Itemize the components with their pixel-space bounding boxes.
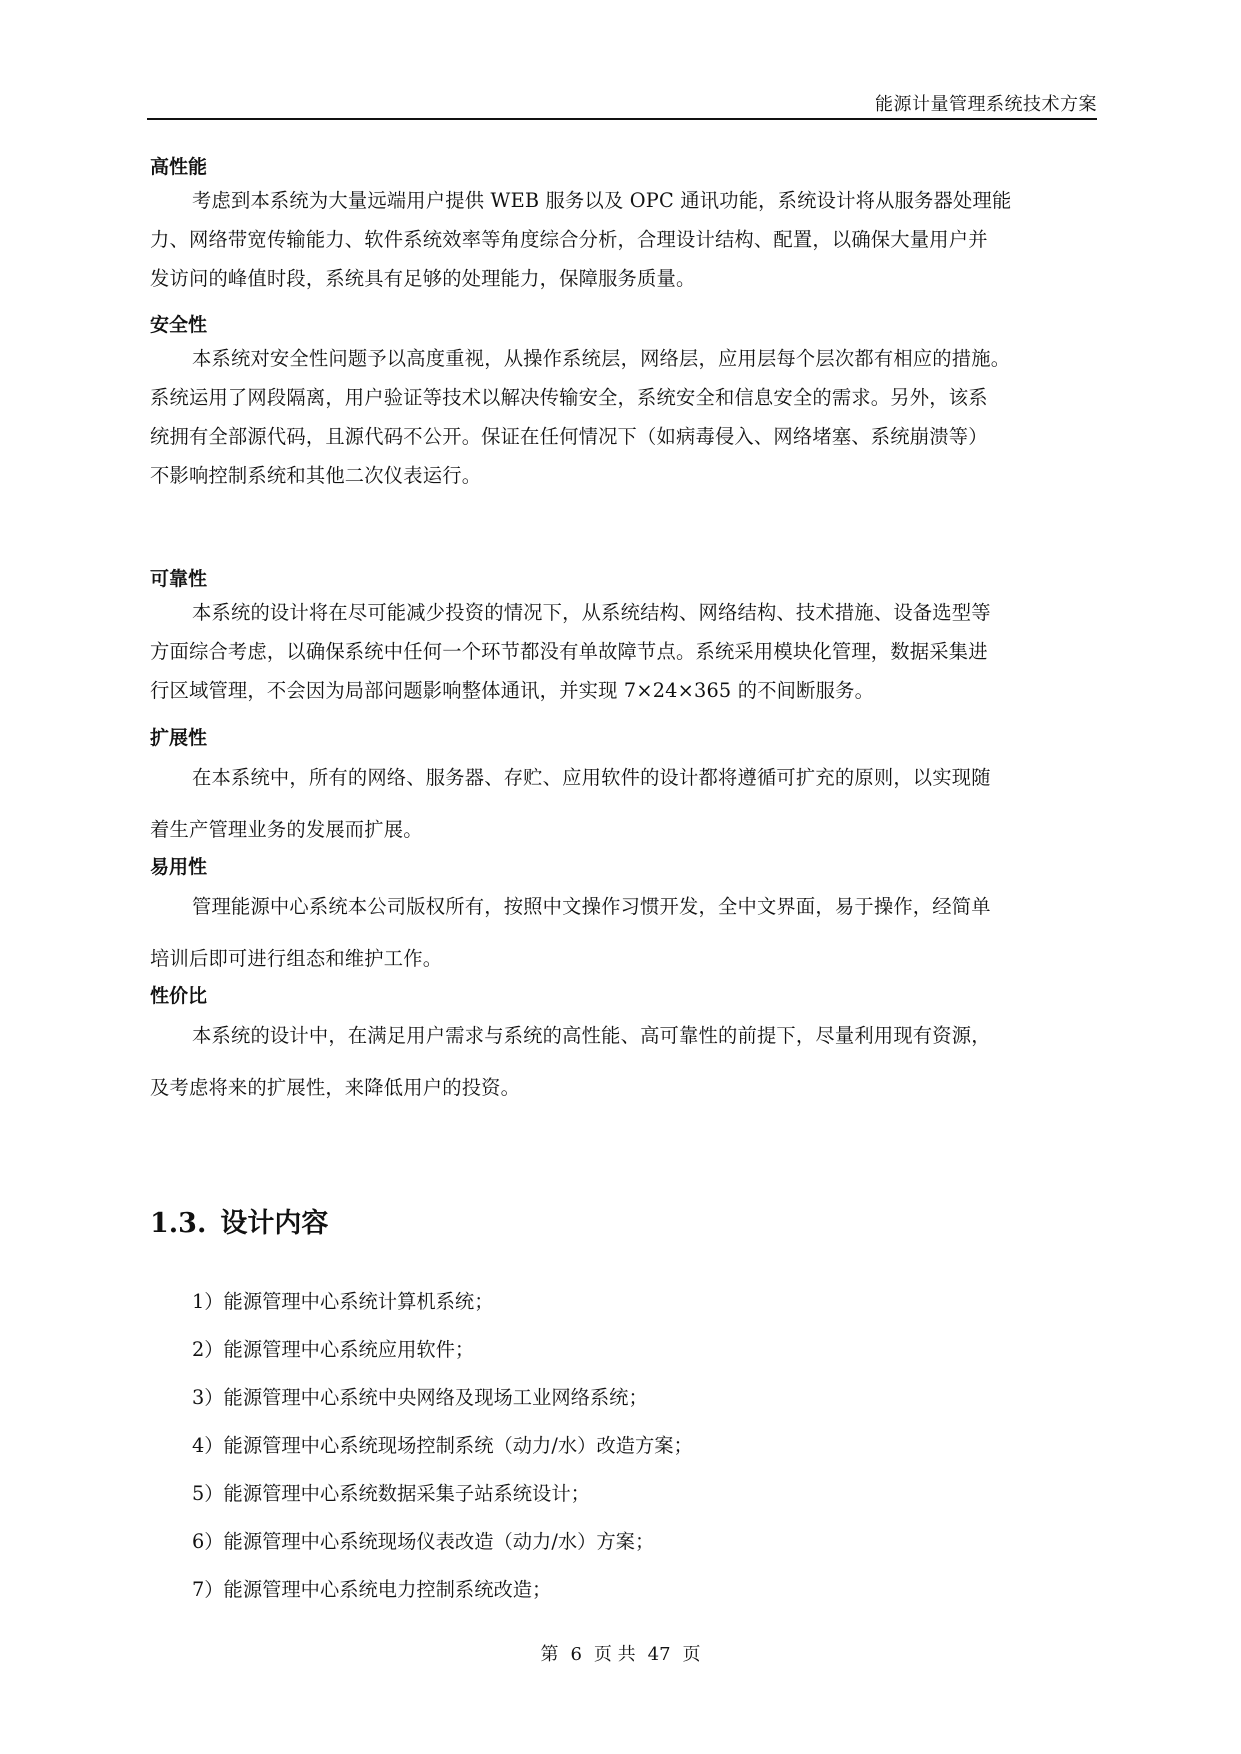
paragraph-line: 着生产管理业务的发展而扩展。 [150, 818, 423, 841]
section-heading [150, 1206, 328, 1242]
paragraph-line: 行区域管理，不会因为局部问题影响整体通讯，并实现 7×24×365 的不间断服务。 [150, 679, 875, 702]
paragraph-line: 考虑到本系统为大量远端用户提供 WEB 服务以及 OPC 通讯功能，系统设计将从服务器处理能 [192, 189, 1012, 212]
list-item: 6）能源管理中心系统现场仪表改造（动力/水）方案； [192, 1530, 655, 1553]
section-paragraph [150, 181, 1102, 298]
section-performance [150, 153, 1102, 298]
section-title: 安全性 [150, 314, 208, 336]
paragraph-line: 系统运用了网段隔离，用户验证等技术以解决传输安全，系统安全和信息安全的需求。另外，该系 [150, 386, 988, 409]
section-usability [150, 853, 1102, 985]
paragraph-line: 不影响控制系统和其他二次仪表运行。 [150, 464, 482, 487]
section-scalability [150, 724, 1102, 856]
section-title: 性价比 [150, 985, 208, 1007]
section-paragraph [150, 752, 1102, 856]
footer-suffix: 页 [682, 1644, 701, 1665]
paragraph-line: 本系统的设计中，在满足用户需求与系统的高性能、高可靠性的前提下，尽量利用现有资源， [192, 1024, 991, 1047]
section-paragraph [150, 339, 1102, 495]
paragraph-line: 培训后即可进行组态和维护工作。 [150, 947, 443, 970]
list-item: 1）能源管理中心系统计算机系统； [192, 1290, 494, 1313]
section-reliability [150, 565, 1102, 710]
footer-prefix: 第 [540, 1644, 559, 1665]
paragraph-line: 方面综合考虑，以确保系统中任何一个环节都没有单故障节点。系统采用模块化管理，数据采集进 [150, 640, 988, 663]
paragraph-line: 统拥有全部源代码，且源代码不公开。保证在任何情况下（如病毒侵入、网络堵塞、系统崩溃等） [150, 425, 988, 448]
section-title: 高性能 [150, 156, 208, 178]
paragraph-line: 管理能源中心系统本公司版权所有，按照中文操作习惯开发，全中文界面，易于操作，经简单 [192, 895, 991, 918]
section-title: 可靠性 [150, 568, 208, 590]
list-item: 3）能源管理中心系统中央网络及现场工业网络系统； [192, 1386, 648, 1409]
list-item: 7）能源管理中心系统电力控制系统改造； [192, 1578, 552, 1601]
page-number: 6 [570, 1644, 582, 1665]
page-footer [0, 1640, 1241, 1666]
heading-title: 设计内容 [220, 1208, 329, 1239]
paragraph-line: 在本系统中，所有的网络、服务器、存贮、应用软件的设计都将遵循可扩充的原则，以实现随 [192, 766, 991, 789]
total-pages: 47 [647, 1644, 671, 1665]
paragraph-line: 及考虑将来的扩展性，来降低用户的投资。 [150, 1076, 521, 1099]
page-header [147, 84, 1097, 120]
section-title: 扩展性 [150, 727, 208, 749]
section-title: 易用性 [150, 856, 208, 878]
section-paragraph [150, 881, 1102, 985]
section-paragraph [150, 1010, 1102, 1114]
section-cost-performance [150, 982, 1102, 1114]
list-item: 5）能源管理中心系统数据采集子站系统设计； [192, 1482, 590, 1505]
paragraph-line: 力、网络带宽传输能力、软件系统效率等角度综合分析，合理设计结构、配置，以确保大量用户并 [150, 228, 988, 251]
footer-middle: 页 共 [593, 1644, 636, 1665]
section-security [150, 311, 1102, 495]
paragraph-line: 本系统的设计将在尽可能减少投资的情况下，从系统结构、网络结构、技术措施、设备选型等 [192, 601, 991, 624]
heading-number: 1.3. [150, 1208, 207, 1239]
paragraph-line: 发访问的峰值时段，系统具有足够的处理能力，保障服务质量。 [150, 267, 696, 290]
paragraph-line: 本系统对安全性问题予以高度重视，从操作系统层，网络层，应用层每个层次都有相应的措施。 [192, 347, 1011, 370]
list-item: 2）能源管理中心系统应用软件； [192, 1338, 475, 1361]
design-content-list [192, 1278, 693, 1614]
list-item: 4）能源管理中心系统现场控制系统（动力/水）改造方案； [192, 1434, 693, 1457]
section-paragraph [150, 593, 1102, 710]
document-title: 能源计量管理系统技术方案 [875, 94, 1097, 115]
